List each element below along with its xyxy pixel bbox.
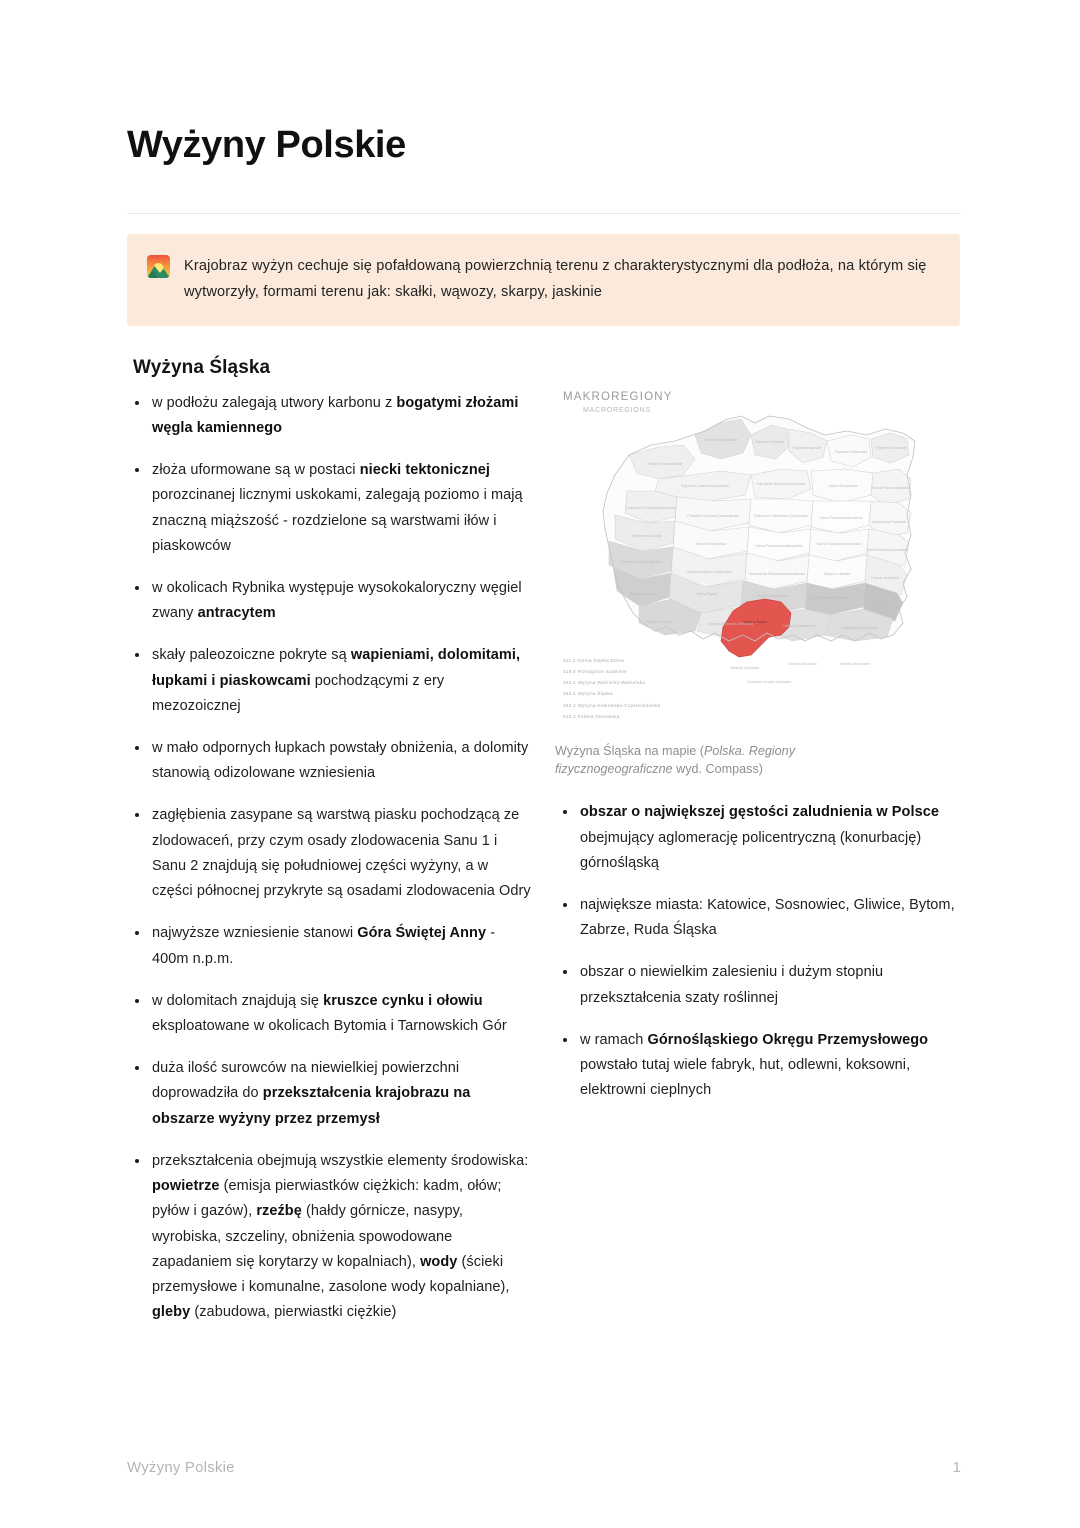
- svg-text:Wzniesienia Południowomazowiec: Wzniesienia Południowomazowieckie: [748, 571, 806, 576]
- body-columns: [127, 391, 961, 1326]
- svg-text:Pojezierze Iławskie: Pojezierze Iławskie: [792, 445, 822, 450]
- caption-text: Wyżyna Śląska na mapie (: [555, 743, 704, 758]
- map-title: MAKROREGIONY: [563, 390, 673, 403]
- map-subtitle: MACROREGIONS: [583, 406, 651, 414]
- map-caption: [555, 743, 885, 779]
- body-text: zagłębienia zasypane są warstwą piasku pochodzącą ze zlodowaceń, przy czym osady zlodowacenia Sanu 1 i Sanu 2 znajdują się południowej części wyżyny, a w części północnej przykryte są osadami zlodowacenia Odry: [152, 807, 531, 900]
- map-legend-line: 341.1 Wyżyna Woźnicko-Wieluńska: [563, 680, 646, 686]
- map-legend-line: 311.1 Nizina Śląska Dolna: [563, 657, 625, 663]
- body-text: przekształcenia obejmują wszystkie elementy środowiska:: [152, 1152, 529, 1169]
- svg-text:Pojezierze Litewskie: Pojezierze Litewskie: [875, 445, 907, 450]
- body-text: eksploatowane w okolicach Bytomia i Tarnowskich Gór: [152, 1018, 507, 1034]
- list-item: [127, 736, 531, 786]
- list-item: [555, 893, 961, 943]
- svg-text:Beskidy Zachodnie: Beskidy Zachodnie: [730, 665, 760, 670]
- svg-text:Wyżyna Lubelska: Wyżyna Lubelska: [823, 571, 851, 576]
- callout-text: Krajobraz wyżyn cechuje się pofałdowaną powierzchnią terenu z charakterystycznymi dla podłoża, na którym się wytworzyły, formami terenu jak: skałki, wąwozy, skarpy, jaskinie: [184, 257, 927, 300]
- svg-text:Polesie Wołyńskie: Polesie Wołyńskie: [871, 575, 899, 580]
- map-image: [555, 383, 951, 733]
- svg-text:Pojezierze Lubuskie: Pojezierze Lubuskie: [631, 533, 663, 538]
- svg-text:Nizina Śląska: Nizina Śląska: [696, 591, 718, 596]
- body-text: złoża uformowane są w postaci: [152, 462, 360, 479]
- list-item: [127, 458, 531, 559]
- list-item: [127, 1149, 531, 1326]
- map-legend-line: 342.1 Wyżyna Śląska: [563, 691, 613, 697]
- left-column: [127, 391, 531, 1326]
- svg-text:Pojezierze Wschodniopomorskie: Pojezierze Wschodniopomorskie: [756, 481, 806, 486]
- list-item: [127, 1056, 531, 1132]
- list-item: [555, 1028, 961, 1104]
- footer-title: Wyżyny Polskie: [127, 1459, 235, 1476]
- body-text: (hałdy górnicze, nasypy, wyrobiska, szczeliny, obniżenia spowodowane zapadaniem się korytarzy w kopalniach),: [152, 1203, 464, 1270]
- left-bullet-list: [127, 391, 531, 1326]
- list-item: [127, 921, 531, 971]
- list-item: [555, 960, 961, 1010]
- list-item: [127, 989, 531, 1039]
- list-item: [127, 643, 531, 719]
- emphasis-text: powietrze: [152, 1178, 220, 1195]
- body-text: najwyższe wzniesienie stanowi: [152, 925, 358, 942]
- svg-text:Obniżenie Milicko-Głogowskie: Obniżenie Milicko-Głogowskie: [686, 569, 732, 574]
- body-text: w ramach: [580, 1031, 648, 1048]
- map-legend: [563, 655, 660, 723]
- sunrise-over-mountains-icon: [147, 255, 170, 278]
- svg-text:Beskidy Wschodnie: Beskidy Wschodnie: [840, 661, 870, 666]
- emphasis-text: niecki tektonicznej: [359, 462, 491, 479]
- body-text: (zabudowa, pierwiastki ciężkie): [190, 1304, 397, 1321]
- list-item: [127, 803, 531, 904]
- emphasis-text: Górnośląskiego Okręgu Przemysłowego: [647, 1031, 929, 1048]
- body-text: porozcinanej licznymi uskokami, zalegają poziomo i mają znaczną miąższość - rozdzielone są warstwami iłów i piaskowców: [152, 487, 523, 554]
- list-item: [127, 391, 531, 441]
- svg-text:Centralne Karpaty Zachodnie: Centralne Karpaty Zachodnie: [746, 679, 792, 684]
- emphasis-text: rzeźbę: [256, 1203, 302, 1220]
- svg-text:Pojezierze Zachodniopomorskie: Pojezierze Zachodniopomorskie: [680, 483, 730, 488]
- emphasis-text: wody: [420, 1253, 458, 1270]
- svg-text:Sudety Środkowe: Sudety Środkowe: [645, 619, 673, 624]
- caption-text: wyd. Compass): [672, 761, 763, 776]
- body-text: w okolicach Rybnika występuje wysokokaloryczny węgiel zwany: [152, 579, 522, 622]
- emphasis-text: kruszce cynku i ołowiu: [323, 992, 483, 1009]
- svg-text:Nizina Wielkopolska: Nizina Wielkopolska: [695, 541, 727, 546]
- svg-text:Sudety Zachodnie: Sudety Zachodnie: [629, 591, 657, 596]
- svg-text:Pojezierze Chełmińsko-Dobrzyńs: Pojezierze Chełmińsko-Dobrzyńskie: [753, 513, 809, 518]
- svg-text:Kotlina Sandomierska: Kotlina Sandomierska: [782, 623, 816, 628]
- page-title: Wyżyny Polskie: [127, 124, 406, 166]
- body-text: pochodzącymi z ery mezozoicznej: [152, 672, 445, 714]
- list-item: [555, 800, 961, 876]
- body-text: skały paleozoiczne pokryte są: [152, 647, 351, 664]
- svg-text:Wyżyna Śląska: Wyżyna Śląska: [743, 619, 767, 624]
- svg-text:Pojezierze Mazurskie: Pojezierze Mazurskie: [834, 449, 868, 454]
- right-column: [555, 383, 961, 1121]
- emphasis-text: wapieniami, dolomitami, łupkami i piaskowcami: [152, 647, 521, 689]
- svg-text:Pobrzeże Szczecińskie: Pobrzeże Szczecińskie: [647, 461, 683, 466]
- right-bullet-list: [555, 800, 961, 1103]
- body-text: - 400m n.p.m.: [152, 925, 496, 967]
- map-legend-line: 318.5 Przedgórze Sudeckie: [563, 668, 627, 674]
- body-text: w podłożu zalegają utwory karbonu z: [152, 394, 397, 411]
- body-text: obejmujący aglomerację policentryczną (konurbację) górnośląską: [580, 829, 922, 871]
- page-footer: [127, 1459, 961, 1476]
- emphasis-text: obszar o największej gęstości zaludnienia w Polsce: [580, 804, 939, 821]
- body-text: w dolomitach znajdują się: [152, 992, 324, 1009]
- emphasis-text: antracytem: [197, 605, 276, 622]
- svg-text:Wyżyna Lubelsko-Lwowska: Wyżyna Lubelsko-Lwowska: [810, 595, 852, 600]
- body-text: duża ilość surowców na niewielkiej powierzchni doprowadziła do: [152, 1060, 460, 1102]
- emphasis-text: gleby: [152, 1304, 191, 1321]
- svg-text:Pobrzeże Gdańskie: Pobrzeże Gdańskie: [755, 439, 785, 444]
- emphasis-text: bogatymi złożami węgla kamiennego: [152, 394, 519, 436]
- svg-text:Nizina Południowopodlaska: Nizina Południowopodlaska: [866, 547, 908, 552]
- body-text: największe miasta: Katowice, Sosnowiec, Gliwice, Bytom, Zabrze, Ruda Śląska: [580, 897, 955, 939]
- list-item: [127, 576, 531, 626]
- body-text: (ścieki przemysłowe i komunalne, zasolone wody kopalniane),: [152, 1253, 510, 1295]
- svg-text:Wyżyna Małopolska: Wyżyna Małopolska: [757, 593, 789, 598]
- svg-text:Nizina Północnomazowiecka: Nizina Północnomazowiecka: [819, 515, 863, 520]
- callout-box: [127, 234, 960, 326]
- body-text: powstało tutaj wiele fabryk, hut, odlewni, koksowni, elektrowni cieplnych: [580, 1057, 911, 1099]
- emphasis-text: przekształcenia krajobrazu na obszarze wyżyny przez przemysł: [152, 1085, 471, 1127]
- svg-text:Nizina Północnopodlaska: Nizina Północnopodlaska: [871, 485, 911, 490]
- header-divider: [127, 213, 961, 214]
- footer-page-number: 1: [952, 1459, 961, 1476]
- body-text: w mało odpornych łupkach powstały obniżenia, a dolomity stanowią odizolowane wzniesienia: [152, 740, 529, 782]
- emphasis-text: Góra Świętej Anny: [357, 925, 487, 942]
- section-heading: Wyżyna Śląska: [133, 356, 271, 378]
- svg-text:Wyżyna Woźnicko-Wieluńska: Wyżyna Woźnicko-Wieluńska: [708, 621, 754, 626]
- svg-text:Nizina Południowowielkopolska: Nizina Południowowielkopolska: [755, 543, 803, 548]
- svg-text:Roztocze: Roztocze: [871, 601, 887, 606]
- svg-text:Beskidy Środkowe: Beskidy Środkowe: [789, 661, 817, 666]
- svg-text:Wysoczyzny Podlaskie: Wysoczyzny Podlaskie: [871, 519, 907, 524]
- svg-text:Nizina Środkowomazowiecka: Nizina Środkowomazowiecka: [816, 541, 862, 546]
- caption-source-title: Polska. Regiony fizycznogeograficzne: [555, 743, 795, 776]
- page-content: [127, 0, 961, 1342]
- svg-text:Wzniesienia Zielonogórskie: Wzniesienia Zielonogórskie: [620, 559, 662, 564]
- svg-text:Nizina Staropruska: Nizina Staropruska: [828, 483, 858, 488]
- svg-text:Pradolina Toruńsko-Eberswaldzk: Pradolina Toruńsko-Eberswaldzka: [687, 513, 739, 518]
- map-legend-line: 512.2 Kotlina Ostrawska: [563, 713, 620, 719]
- map-figure: [555, 383, 961, 779]
- body-text: obszar o niewielkim zalesieniu i dużym stopniu przekształcenia szaty roślinnej: [580, 964, 884, 1006]
- svg-text:Pojezierze Południowopomorskie: Pojezierze Południowopomorskie: [626, 505, 676, 510]
- svg-text:Pobrzeże Koszalińskie: Pobrzeże Koszalińskie: [703, 437, 739, 442]
- map-legend-line: 342.2 Wyżyna Krakowsko-Częstochowska: [563, 702, 661, 708]
- svg-text:Podkarpacie Wschodnie: Podkarpacie Wschodnie: [840, 625, 878, 630]
- body-text: (emisja pierwiastków ciężkich: kadm, ołów; pyłów i gazów),: [152, 1178, 502, 1220]
